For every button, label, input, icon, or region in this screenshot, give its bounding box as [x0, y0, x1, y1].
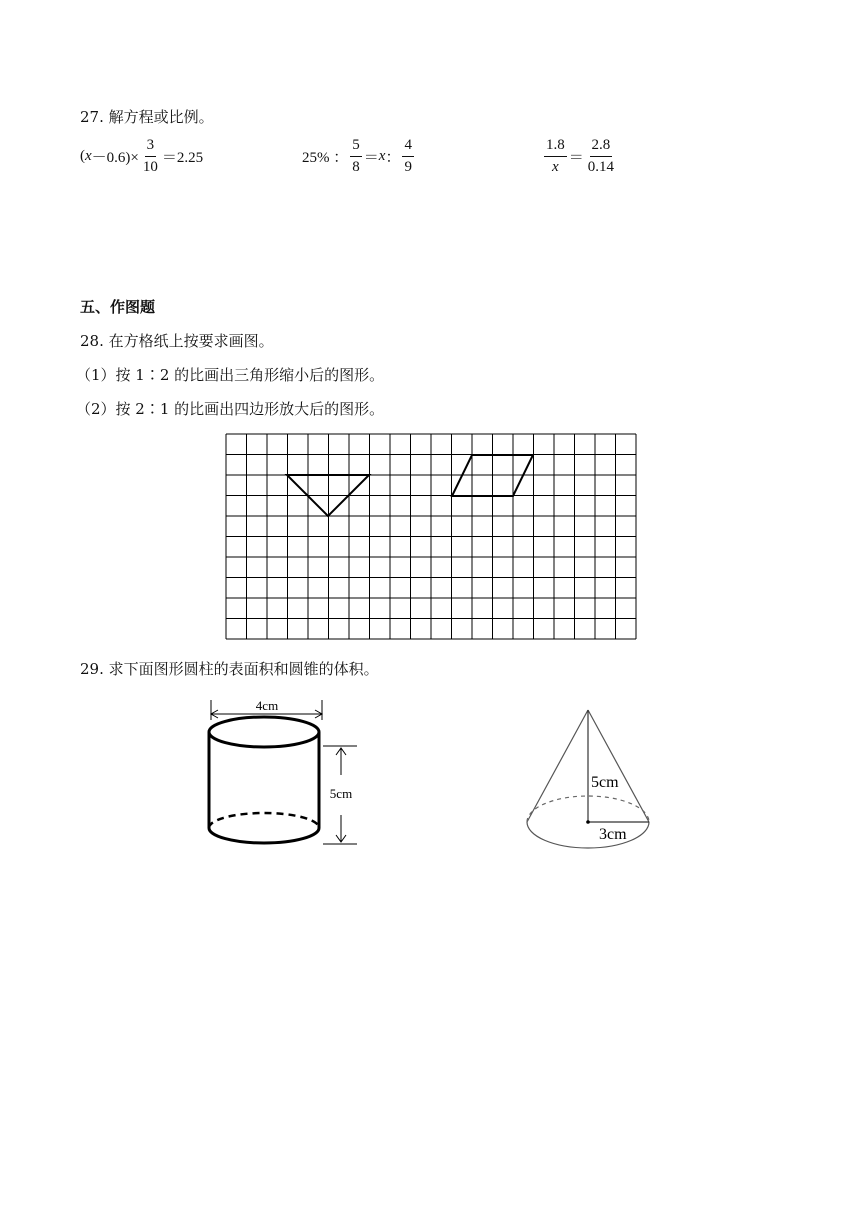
- eq2-pre: 25% ：: [302, 150, 349, 166]
- q28-item-1: （1）按 1∶2 的比画出三角形缩小后的图形。: [76, 366, 385, 384]
- eq2-numerator-2: 4: [402, 138, 414, 157]
- eq3-numerator-1: 1.8: [544, 138, 567, 157]
- eq1-open: (: [80, 148, 85, 164]
- grid-lines: [226, 434, 636, 639]
- q28-item-2: （2）按 2∶1 的比画出四边形放大后的图形。: [76, 400, 385, 418]
- eq1-numerator: 3: [145, 138, 157, 157]
- eq1-result: ＝2.25: [161, 150, 204, 166]
- eq3-equals: ＝: [568, 150, 584, 166]
- cone-height-label: 5cm: [591, 774, 619, 791]
- eq3-denominator-1: x: [552, 159, 559, 175]
- eq1-var: x: [85, 148, 92, 164]
- q27-title: 27. 解方程或比例。: [80, 108, 214, 126]
- q29-title: 29. 求下面图形圆柱的表面积和圆锥的体积。: [80, 660, 379, 678]
- eq2-var: x: [378, 148, 386, 164]
- section-heading: 五、作图题: [80, 298, 156, 316]
- eq1-denominator: 10: [142, 159, 158, 175]
- eq3-numerator-2: 2.8: [590, 138, 613, 157]
- cone-figure: [515, 700, 665, 860]
- eq2-numerator-1: 5: [350, 138, 362, 157]
- eq2-denominator-2: 9: [404, 159, 412, 175]
- eq1-mid: －0.6)×: [91, 150, 139, 166]
- cone-radius-label: 3cm: [599, 826, 627, 843]
- eq2-denominator-1: 8: [352, 159, 360, 175]
- eq2-colon: ：: [385, 150, 401, 166]
- cylinder-diameter-label: 4cm: [255, 698, 279, 713]
- cylinder-height-label: 5cm: [329, 786, 353, 801]
- cylinder-figure: [195, 690, 370, 860]
- q28-title: 28. 在方格纸上按要求画图。: [80, 332, 274, 350]
- eq3-denominator-2: 0.14: [587, 159, 615, 175]
- eq2-equals: ＝: [363, 150, 379, 166]
